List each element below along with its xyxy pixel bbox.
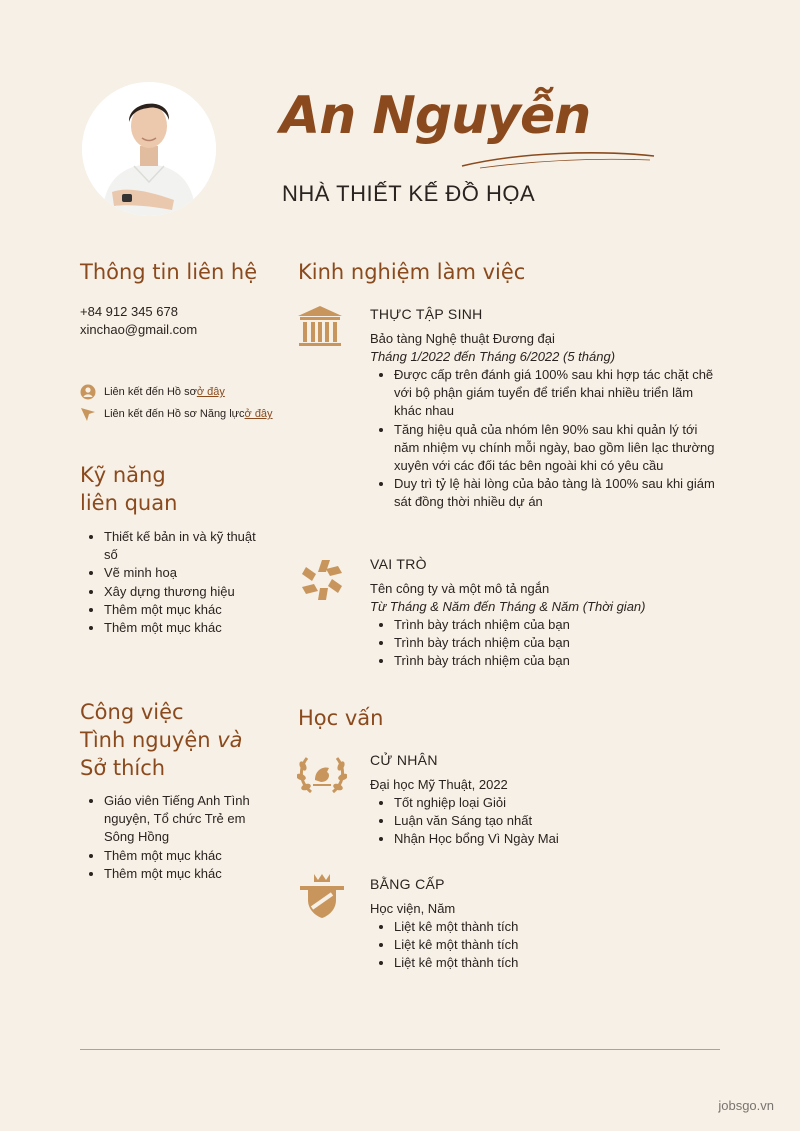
job-bullets-2 (370, 616, 722, 671)
list-item: Tốt nghiệp loại Giỏi (370, 794, 722, 812)
phone-number: +84 912 345 678 (80, 304, 178, 319)
job-title-1: THỰC TẬP SINH (370, 306, 483, 322)
job-title-2: VAI TRÒ (370, 556, 427, 572)
degree-title-1: CỬ NHÂN (370, 752, 438, 768)
profile-photo (82, 82, 216, 216)
list-item: Vẽ minh hoạ (80, 564, 260, 582)
contact-heading: Thông tin liên hệ (80, 260, 258, 284)
job-bullets-1 (370, 366, 722, 512)
skills-list (80, 528, 260, 637)
degree-title-2: BẰNG CẤP (370, 876, 445, 892)
volunteer-list (80, 792, 250, 883)
volunteer-heading-part: và (217, 728, 243, 752)
volunteer-heading-line1: Công việc (80, 700, 184, 724)
list-item: Liệt kê một thành tích (370, 936, 722, 954)
crest-shield-icon (298, 872, 346, 925)
list-item: Xây dựng thương hiệu (80, 583, 260, 601)
cursor-arrow-icon (80, 406, 96, 422)
skills-heading (80, 461, 177, 517)
portfolio-link-row (80, 406, 273, 422)
list-item: Nhận Học bổng Vì Ngày Mai (370, 830, 722, 848)
museum-icon (297, 305, 343, 354)
user-circle-icon (80, 384, 96, 400)
list-item: Luận văn Sáng tạo nhất (370, 812, 722, 830)
name-underline-swoosh (460, 148, 656, 170)
job-period-2: Từ Tháng & Năm đến Tháng & Năm (Thời gian) (370, 599, 646, 614)
job-org-1: Bảo tàng Nghệ thuật Đương đại (370, 331, 555, 346)
list-item: Thiết kế bản in và kỹ thuật số (80, 528, 260, 564)
job-period-1: Tháng 1/2022 đến Tháng 6/2022 (5 tháng) (370, 349, 616, 364)
profile-link[interactable]: ở đây (196, 386, 225, 398)
degree-org-1: Đại học Mỹ Thuật, 2022 (370, 777, 508, 792)
profile-link-text: Liên kết đến Hồ sơ (104, 386, 197, 398)
list-item: Thêm một mục khác (80, 619, 260, 637)
experience-heading: Kinh nghiệm làm việc (298, 260, 526, 284)
job-org-2: Tên công ty và một mô tả ngắn (370, 581, 550, 596)
list-item: Liệt kê một thành tích (370, 918, 722, 936)
email-address: xinchao@gmail.com (80, 322, 198, 337)
degree-bullets-2 (370, 918, 722, 973)
list-item: Giáo viên Tiếng Anh Tình nguyện, Tổ chức Trẻ em Sông Hồng (80, 792, 250, 847)
list-item: Liệt kê một thành tích (370, 954, 722, 972)
profile-link-row (80, 384, 225, 400)
list-item: Thêm một mục khác (80, 865, 250, 883)
portfolio-link-text: Liên kết đến Hồ sơ Năng lực (104, 408, 245, 420)
brand-watermark: jobsgo.vn (718, 1098, 774, 1113)
volunteer-heading-line3: Sở thích (80, 756, 166, 780)
list-item: Thêm một mục khác (80, 847, 250, 865)
footer-divider (80, 1049, 720, 1050)
candidate-name: An Nguyễn (280, 86, 591, 146)
volunteer-heading (80, 698, 243, 782)
job-title: NHÀ THIẾT KẾ ĐỒ HỌA (282, 181, 536, 206)
volunteer-heading-part: Tình nguyện (80, 728, 218, 752)
portfolio-link[interactable]: ở đây (244, 408, 273, 420)
list-item: Trình bày trách nhiệm của bạn (370, 634, 722, 652)
list-item: Thêm một mục khác (80, 601, 260, 619)
degree-org-2: Học viện, Năm (370, 901, 456, 916)
list-item: Trình bày trách nhiệm của bạn (370, 652, 722, 670)
volunteer-heading-line2 (80, 726, 243, 754)
education-heading: Học vấn (298, 706, 384, 730)
list-item: Duy trì tỷ lệ hài lòng của bảo tàng là 100% sau khi giám sát đồng thời nhiều dự án (370, 475, 722, 511)
list-item: Trình bày trách nhiệm của bạn (370, 616, 722, 634)
skills-heading-line1: Kỹ năng (80, 463, 166, 487)
aperture-icon (298, 556, 346, 609)
list-item: Tăng hiệu quả của nhóm lên 90% sau khi quản lý tới năm nhiệm vụ chính mỗi ngày, bao gồm liên lạc thường xuyên với các đối tác bên ngoài khi có yêu cầu (370, 421, 722, 476)
skills-heading-line2: liên quan (80, 491, 178, 515)
degree-bullets-1 (370, 794, 722, 849)
list-item: Được cấp trên đánh giá 100% sau khi hợp tác chặt chẽ với bộ phận giám tuyển để triển khai nhiều triển lãm khác nhau (370, 366, 722, 421)
laurel-bird-icon (297, 750, 347, 803)
